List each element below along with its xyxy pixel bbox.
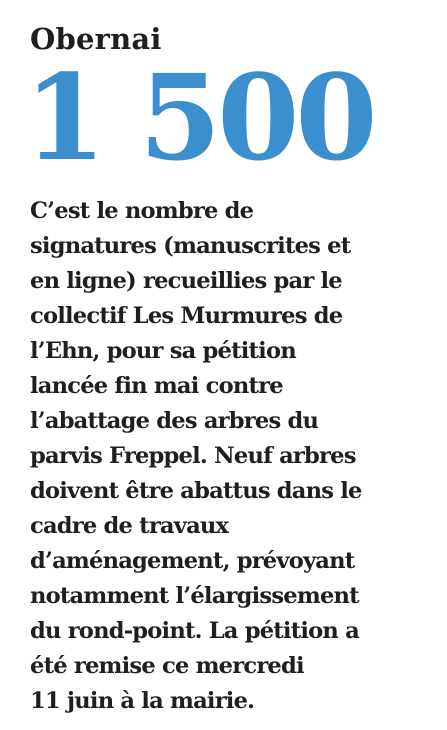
location-kicker: Obernai <box>30 22 162 56</box>
body-line: notamment l’élargissement <box>30 583 359 609</box>
body-line: 11 juin à la mairie. <box>30 688 255 714</box>
article-body <box>30 194 430 719</box>
body-line: été remise ce mercredi <box>30 653 304 679</box>
news-brief <box>24 22 430 719</box>
body-line: C’est le nombre de <box>30 198 254 224</box>
headline-figure: 1 500 <box>24 48 374 187</box>
body-line: lancée fin mai contre <box>30 373 283 399</box>
body-line: parvis Freppel. Neuf arbres <box>30 443 356 469</box>
body-line: d’aménagement, prévoyant <box>30 548 355 574</box>
body-line: en ligne) recueillies par le <box>30 268 342 294</box>
body-line: l’Ehn, pour sa pétition <box>30 338 296 364</box>
body-line: doivent être abattus dans le <box>30 478 362 504</box>
body-line: du rond-point. La pétition a <box>30 618 359 644</box>
body-line: collectif Les Murmures de <box>30 303 343 329</box>
body-line: cadre de travaux <box>30 513 229 539</box>
body-line: signatures (manuscrites et <box>30 233 351 259</box>
body-line: l’abattage des arbres du <box>30 408 319 434</box>
